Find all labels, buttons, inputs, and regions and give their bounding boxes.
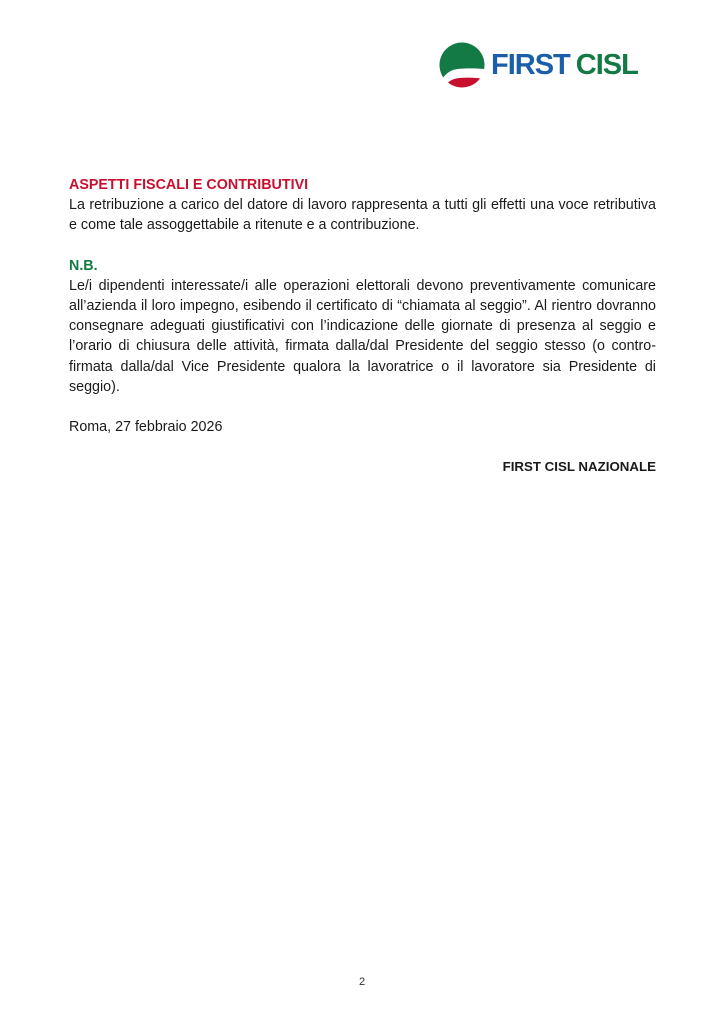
spacer (69, 236, 656, 256)
first-cisl-logo (439, 42, 638, 88)
place-date: Roma, 27 febbraio 2026 (69, 419, 223, 436)
signature: FIRST CISL NAZIONALE (502, 459, 656, 475)
spacer (69, 437, 656, 457)
logo-wordmark (491, 48, 638, 81)
spacer (69, 397, 656, 417)
cisl-emblem-icon (439, 42, 485, 88)
fiscal-paragraph: La retribuzione a carico del datore di lavoro rappresenta a tutti gli effetti una voce retributiva e come tale assoggettabile a ritenute e a contribuzione. (69, 197, 656, 234)
document-body (69, 175, 656, 477)
logo-first: FIRST (491, 48, 570, 81)
logo-cisl: CISL (575, 48, 638, 81)
nb-paragraph: Le/i dipendenti interessate/i alle operazioni elettorali devono preventivamente comunicare all’azienda il loro impegno, esibendo il certificato di “chiamata al seggio”. Al rientro dovranno consegnare adeguati giustificativi con l’indicazione delle giornate di presenza al seggio e l’orario di chiusura delle attività, firmata dalla/dal Presidente del seggio stesso (o contro-firmata dalla/dal Vice Presidente qualora la lavoratrice o il lavoratore sia Presidente di seggio). (69, 277, 656, 395)
nb-heading: N.B. (69, 257, 98, 274)
page-number: 2 (358, 976, 366, 988)
fiscal-heading: ASPETTI FISCALI E CONTRIBUTIVI (69, 177, 309, 193)
